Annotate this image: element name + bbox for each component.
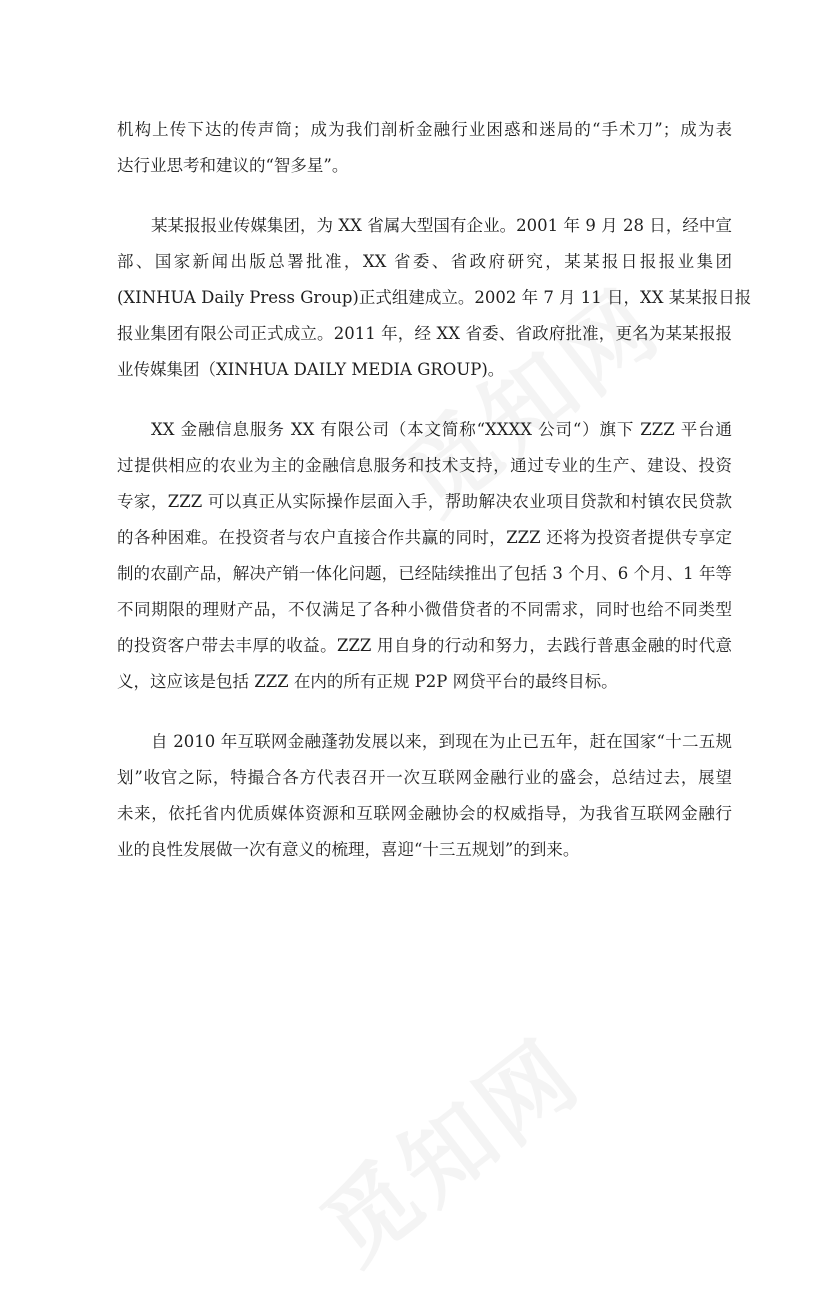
- text-line: 部、国家新闻出版总署批准，XX 省委、省政府研究，某某报日报报业集团: [117, 252, 732, 271]
- text-line: XX 金融信息服务 XX 有限公司（本文简称“XXXX 公司“）旗下 ZZZ 平台通: [151, 420, 732, 439]
- text-line: 义，这应该是包括 ZZZ 在内的所有正规 P2P 网贷平台的最终目标。: [117, 672, 618, 691]
- text-line: 机构上传下达的传声筒；成为我们剖析金融行业困惑和迷局的“手术刀”；成为表: [117, 120, 732, 139]
- text-line: 的投资客户带去丰厚的收益。ZZZ 用自身的行动和努力，去践行普惠金融的时代意: [117, 636, 732, 655]
- text-line: 业传媒集团（XINHUA DAILY MEDIA GROUP)。: [117, 360, 505, 379]
- text-line: 制的农副产品，解决产销一体化问题，已经陆续推出了包括 3 个月、6 个月、1 年等: [117, 564, 732, 583]
- text-line: 划”收官之际，特撮合各方代表召开一次互联网金融行业的盛会，总结过去，展望: [117, 768, 732, 787]
- paragraph-3: [117, 412, 732, 700]
- text-line: 业的良性发展做一次有意义的梳理，喜迎“十三五规划”的到来。: [117, 840, 580, 859]
- text-line: 自 2010 年互联网金融蓬勃发展以来，到现在为止已五年，赶在国家“十二五规: [151, 732, 732, 751]
- text-line: (XINHUA Daily Press Group)正式组建成立。2002 年 7 月 11 日，XX 某某报日报: [117, 288, 752, 307]
- watermark: [291, 1003, 604, 1288]
- paragraph-2: [117, 208, 752, 388]
- paragraph-1: [117, 112, 732, 184]
- text-line: 的各种困难。在投资者与农户直接合作共赢的同时，ZZZ 还将为投资者提供专享定: [117, 528, 732, 547]
- text-line: 某某报报业传媒集团，为 XX 省属大型国有企业。2001 年 9 月 28 日，经中宣: [151, 216, 732, 235]
- text-line: 过提供相应的农业为主的金融信息服务和技术支持，通过专业的生产、建设、投资: [117, 456, 732, 475]
- text-line: 报业集团有限公司正式成立。2011 年，经 XX 省委、省政府批准，更名为某某报报: [117, 324, 732, 343]
- text-line: 达行业思考和建议的“智多星”。: [117, 156, 349, 175]
- paragraph-4: [117, 724, 732, 868]
- text-line: 专家，ZZZ 可以真正从实际操作层面入手，帮助解决农业项目贷款和村镇农民贷款: [117, 492, 732, 511]
- text-line: 未来，依托省内优质媒体资源和互联网金融协会的权威指导，为我省互联网金融行: [117, 804, 732, 823]
- document-body: [117, 112, 752, 892]
- text-line: 不同期限的理财产品，不仅满足了各种小微借贷者的不同需求，同时也给不同类型: [117, 600, 732, 619]
